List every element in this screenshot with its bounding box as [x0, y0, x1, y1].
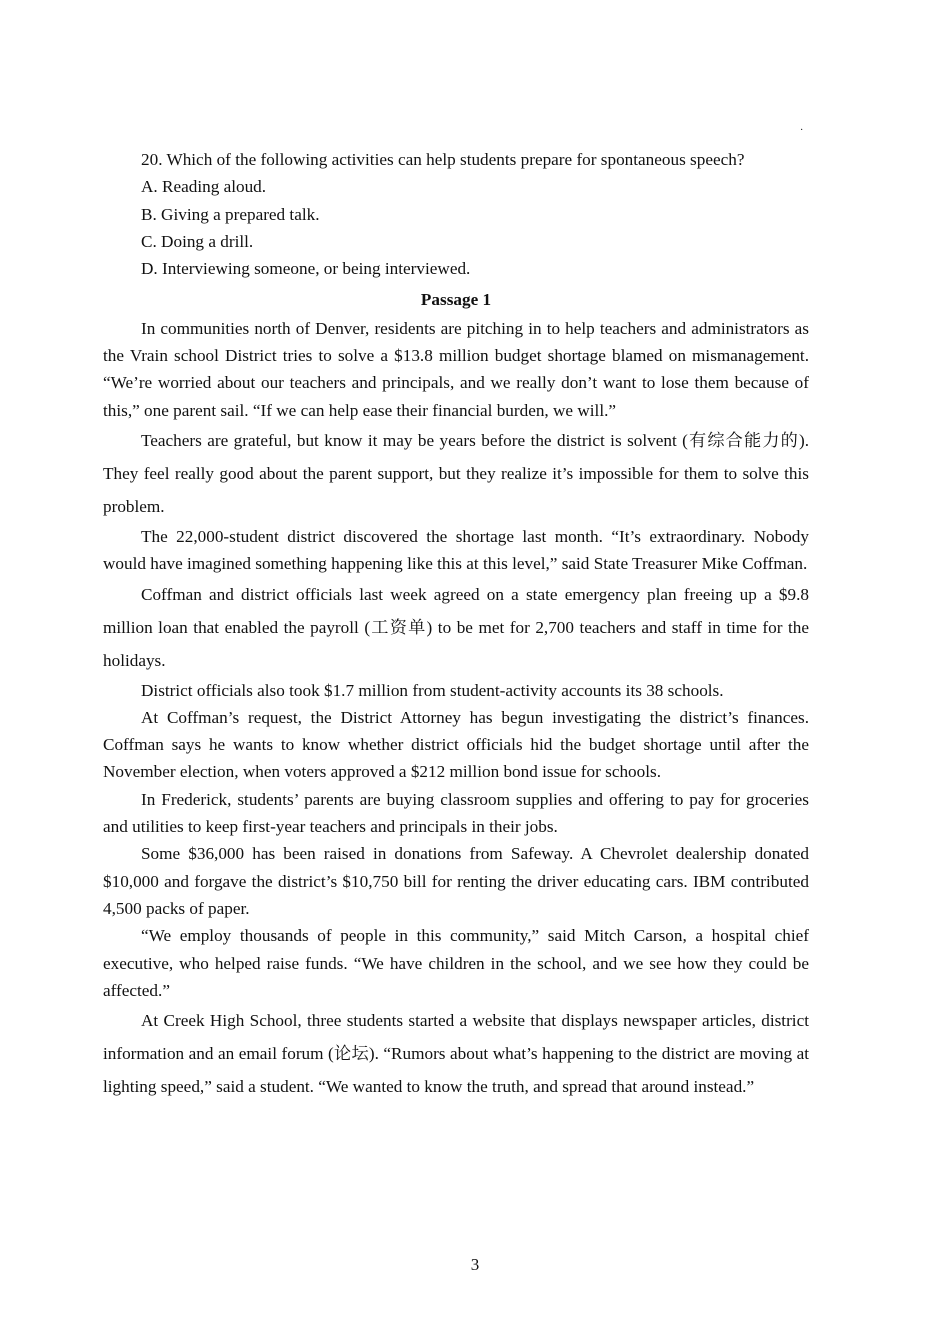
- passage-paragraph: In communities north of Denver, residents are pitching in to help teachers and administrators as the Vrain school District tries to solve a $13.8 million budget shortage blamed on mismanagement. “We’re worried about our teachers and principals, and we really don’t want to lose them because of this,” one parent sail. “If we can help ease their financial burden, we will.”: [103, 318, 809, 420]
- option-b: B. Giving a prepared talk.: [141, 204, 320, 224]
- option-c: C. Doing a drill.: [141, 231, 254, 251]
- passage-paragraph: The 22,000-student district discovered the shortage last month. “It’s extraordinary. Nobody would have imagined something happening like this at this level,” said State Treasurer Mike Coffman.: [103, 526, 809, 574]
- passage-paragraph: Coffman and district officials last week agreed on a state emergency plan freeing up a $9.8 million loan that enabled the payroll (工资单) to be met for 2,700 teachers and staff in time for the holidays.: [103, 584, 809, 670]
- passage-paragraph: “We employ thousands of people in this community,” said Mitch Carson, a hospital chief executive, who helped raise funds. “We have children in the school, and we see how they could be affected.”: [103, 926, 809, 1000]
- page-content: [103, 146, 809, 1103]
- passage-paragraph: At Coffman’s request, the District Attorney has begun investigating the district’s finances. Coffman says he wants to know whether district officials hid the budget shortage until after the November election, when voters approved a $212 million bond issue for schools.: [103, 707, 809, 782]
- passage-paragraph: Teachers are grateful, but know it may be years before the district is solvent (有综合能力的). They feel really good about the parent support, but they realize it’s impossible for them to solve this problem.: [103, 430, 809, 516]
- page-number: 3: [470, 1255, 480, 1274]
- question-20: [103, 146, 809, 282]
- passage-paragraph: At Creek High School, three students started a website that displays newspaper articles, district information and an email forum (论坛). “Rumors about what’s happening to the district are moving at lighting speed,” said a student. “We wanted to know the truth, and spread that around instead.”: [103, 1011, 809, 1097]
- passage-paragraph: Some $36,000 has been raised in donations from Safeway. A Chevrolet dealership donated $10,000 and forgave the district’s $10,750 bill for renting the driver educating cars. IBM contributed 4,500 packs of paper.: [103, 844, 809, 918]
- passage-paragraph: In Frederick, students’ parents are buying classroom supplies and offering to pay for groceries and utilities to keep first-year teachers and principals in their jobs.: [103, 789, 809, 837]
- option-d: D. Interviewing someone, or being interviewed.: [141, 259, 471, 279]
- passage-body: [103, 315, 809, 1103]
- option-a: A. Reading aloud.: [141, 177, 267, 197]
- question-stem: 20. Which of the following activities can help students prepare for spontaneous speech?: [141, 150, 745, 169]
- passage-title: Passage 1: [420, 290, 492, 310]
- corner-mark: ·: [800, 125, 804, 136]
- passage-paragraph: District officials also took $1.7 million from student-activity accounts its 38 schools.: [141, 680, 724, 700]
